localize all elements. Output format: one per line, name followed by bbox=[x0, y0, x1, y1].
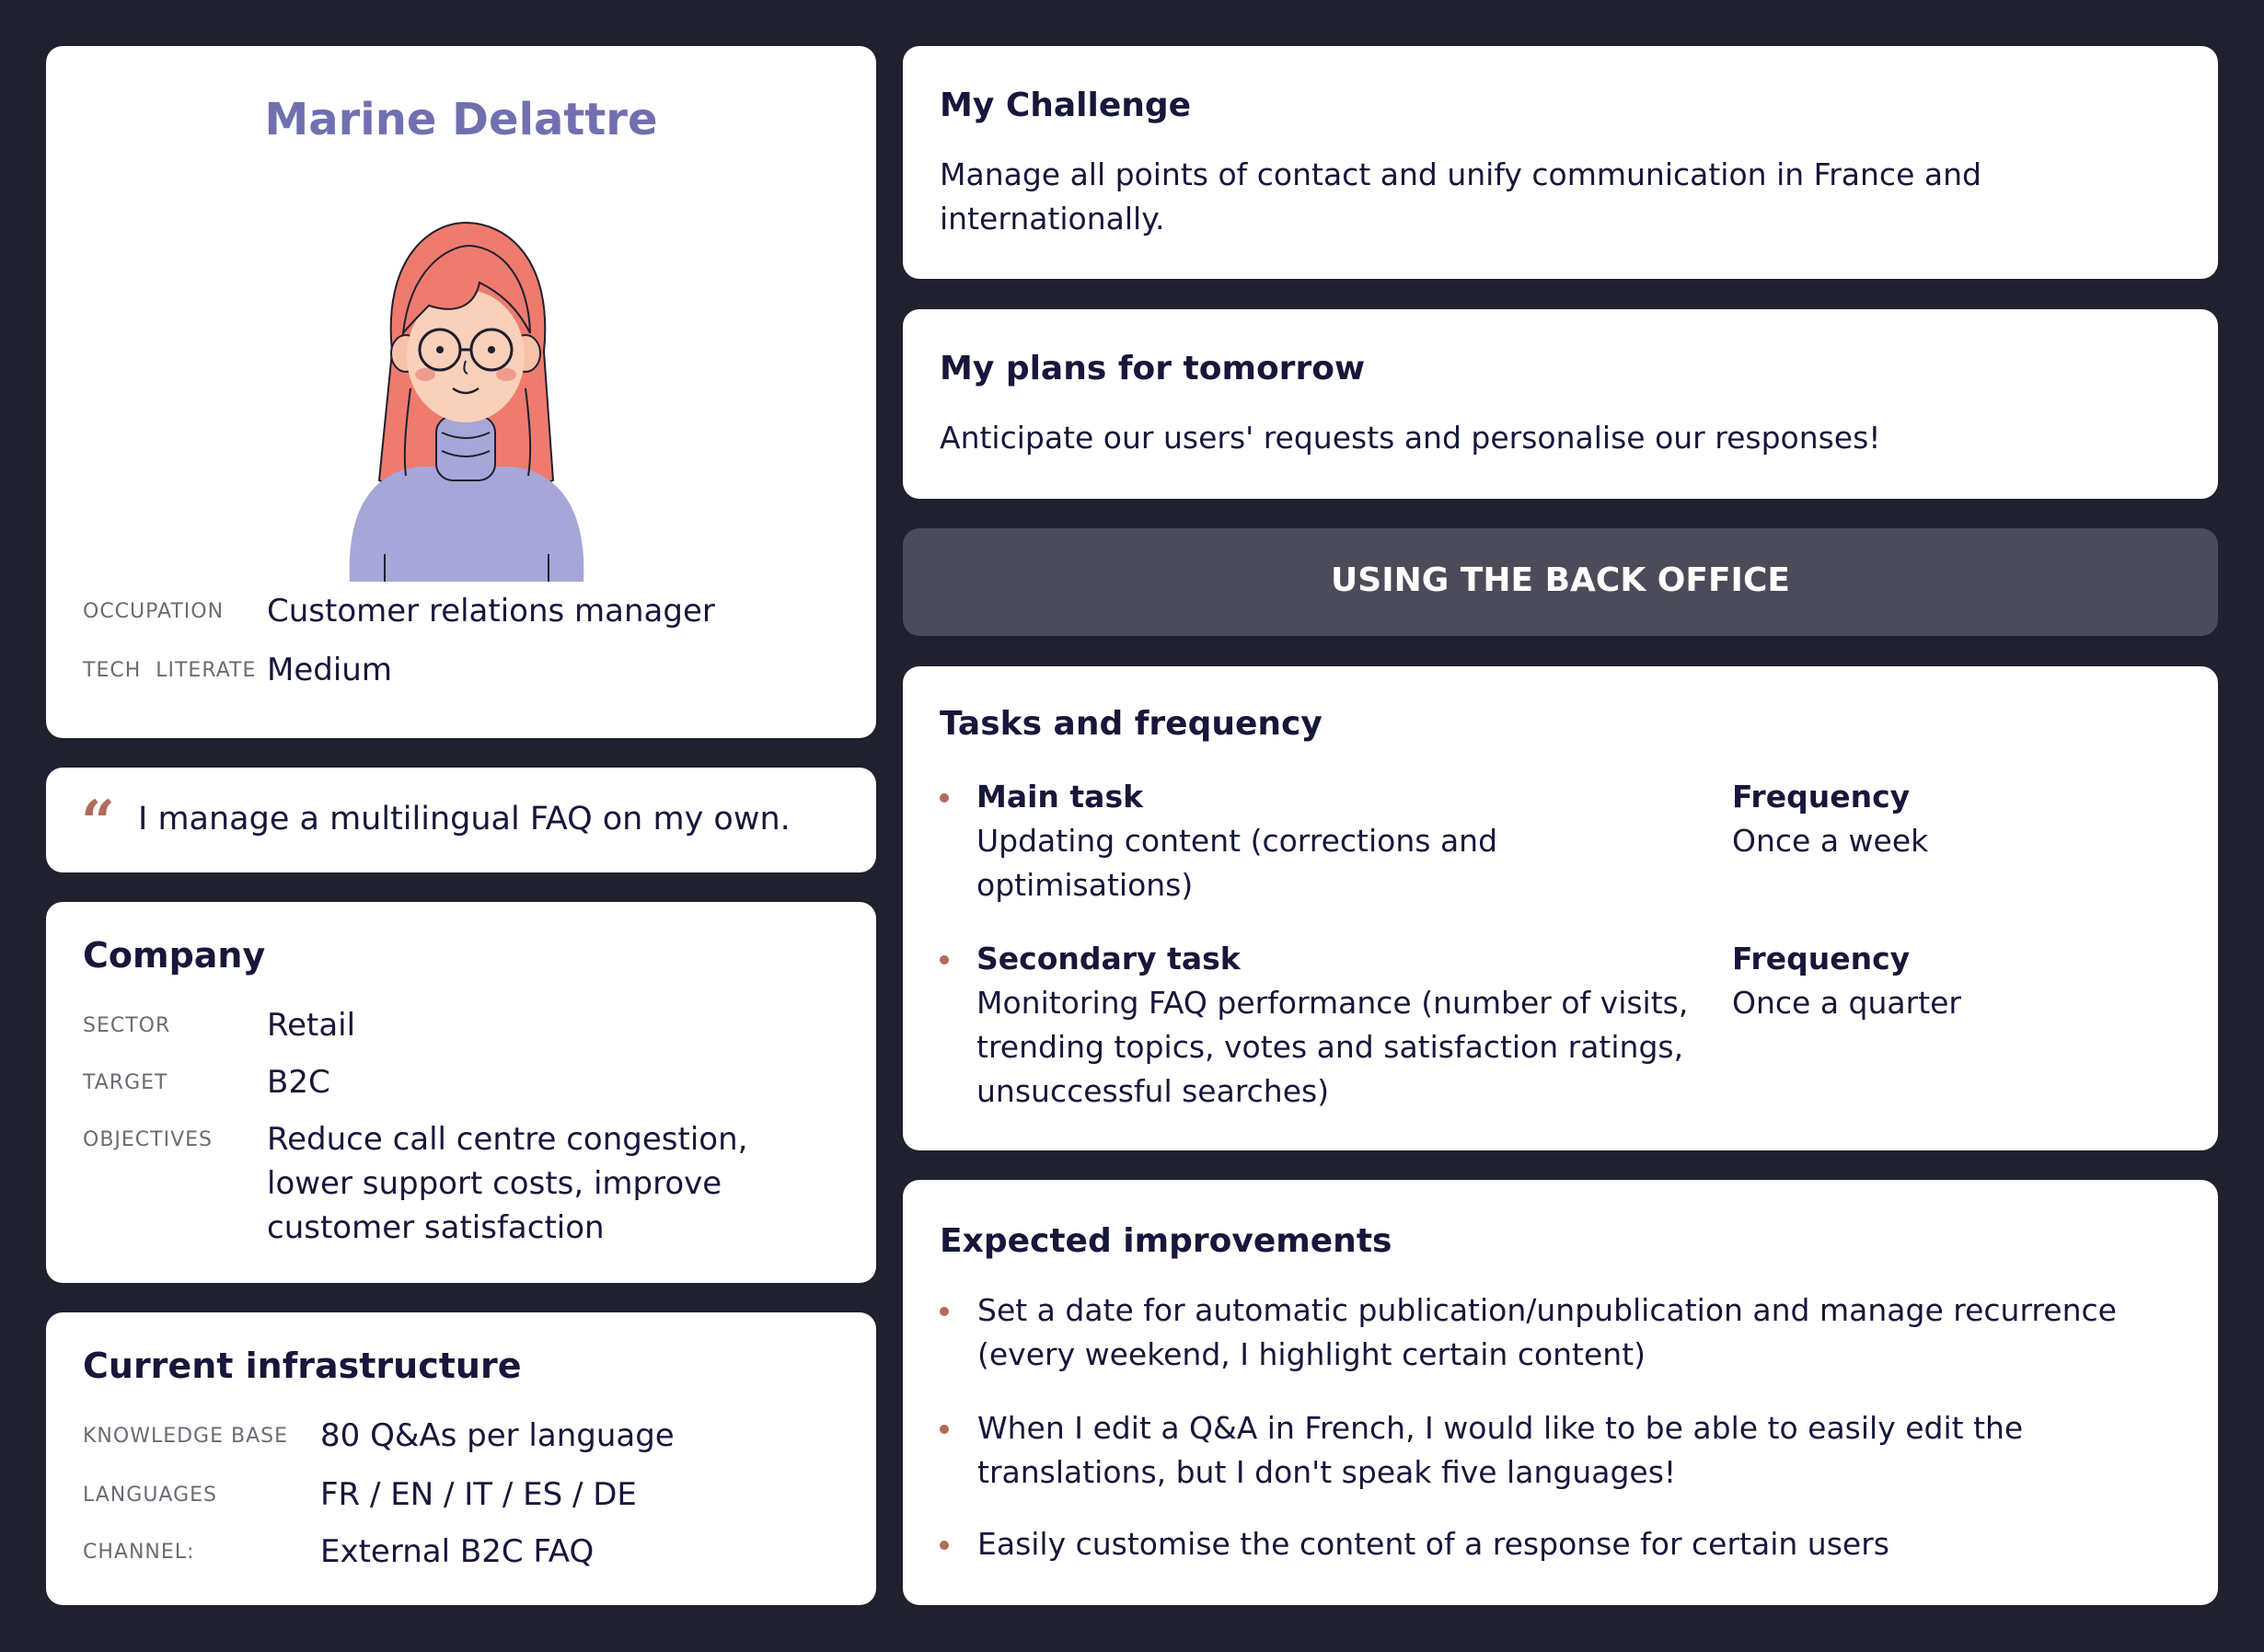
channel-label: CHANNEL: bbox=[83, 1541, 195, 1564]
objectives-value: Reduce call centre congestion, lower support costs, improve customer satisfaction bbox=[267, 1121, 748, 1246]
languages-value: FR / EN / IT / ES / DE bbox=[320, 1476, 637, 1513]
bullet-icon bbox=[940, 793, 949, 803]
plans-title: My plans for tomorrow bbox=[940, 350, 1366, 387]
challenge-title: My Challenge bbox=[940, 87, 1192, 124]
improvements-title: Expected improvements bbox=[940, 1222, 1392, 1260]
company-card bbox=[46, 902, 876, 1283]
languages-label: LANGUAGES bbox=[83, 1484, 217, 1507]
infrastructure-card bbox=[46, 1312, 876, 1605]
channel-value: External B2C FAQ bbox=[320, 1533, 595, 1570]
bullet-icon bbox=[940, 955, 949, 965]
quote-icon: “ bbox=[81, 788, 115, 857]
occupation-label: OCCUPATION bbox=[83, 600, 225, 623]
plans-card bbox=[903, 309, 2218, 499]
task-name: Secondary task bbox=[976, 941, 1241, 976]
infrastructure-title: Current infrastructure bbox=[83, 1346, 522, 1386]
task-description: Updating content (corrections and optimisations) bbox=[976, 823, 1498, 903]
tech-literate-row bbox=[46, 648, 876, 692]
bullet-icon bbox=[940, 1425, 949, 1434]
persona-name: Marine Delattre bbox=[264, 94, 658, 145]
sector-value: Retail bbox=[267, 1007, 356, 1044]
improvement-text: Easily customise the content of a response for certain users bbox=[977, 1526, 1889, 1562]
occupation-row bbox=[46, 589, 876, 633]
tech-literate-value: Medium bbox=[267, 652, 392, 688]
quote-text: I manage a multilingual FAQ on my own. bbox=[138, 801, 791, 838]
challenge-text: Manage all points of contact and unify communication in France and internationally. bbox=[940, 156, 1981, 237]
knowledge-base-value: 80 Q&As per language bbox=[320, 1417, 675, 1454]
tasks-card bbox=[903, 666, 2218, 1150]
persona-card bbox=[46, 46, 876, 738]
improvement-text: Set a date for automatic publication/unpublication and manage recurrence (every weekend, I highlight certain content) bbox=[977, 1292, 2117, 1372]
target-value: B2C bbox=[267, 1064, 330, 1101]
occupation-value: Customer relations manager bbox=[267, 593, 715, 630]
tech-literate-label: TECH LITERATE bbox=[83, 659, 257, 682]
task-name: Main task bbox=[976, 779, 1144, 814]
task-frequency-label: Frequency bbox=[1732, 941, 1911, 976]
quote-card bbox=[46, 768, 876, 872]
objectives-label: OBJECTIVES bbox=[83, 1128, 214, 1151]
tasks-title: Tasks and frequency bbox=[940, 705, 1323, 743]
woman-avatar-illustration bbox=[318, 204, 613, 591]
improvement-text: When I edit a Q&A in French, I would like to be able to easily edit the translations, but I don't speak five languages! bbox=[977, 1410, 2024, 1490]
plans-text: Anticipate our users' requests and personalise our responses! bbox=[940, 420, 1881, 456]
improvements-card bbox=[903, 1180, 2218, 1605]
task-frequency-value: Once a quarter bbox=[1732, 985, 1961, 1021]
target-label: TARGET bbox=[83, 1071, 168, 1094]
knowledge-base-label: KNOWLEDGE BASE bbox=[83, 1425, 288, 1448]
section-banner bbox=[903, 528, 2218, 636]
task-frequency-value: Once a week bbox=[1732, 823, 1929, 859]
task-description: Monitoring FAQ performance (number of visits, trending topics, votes and satisfaction ratings, unsuccessful searches) bbox=[976, 985, 1689, 1109]
bullet-icon bbox=[940, 1541, 949, 1550]
task-frequency-label: Frequency bbox=[1732, 779, 1911, 814]
challenge-card bbox=[903, 46, 2218, 279]
sector-label: SECTOR bbox=[83, 1014, 171, 1037]
section-banner-text: USING THE BACK OFFICE bbox=[1331, 561, 1790, 599]
bullet-icon bbox=[940, 1307, 949, 1316]
company-title: Company bbox=[83, 935, 266, 976]
